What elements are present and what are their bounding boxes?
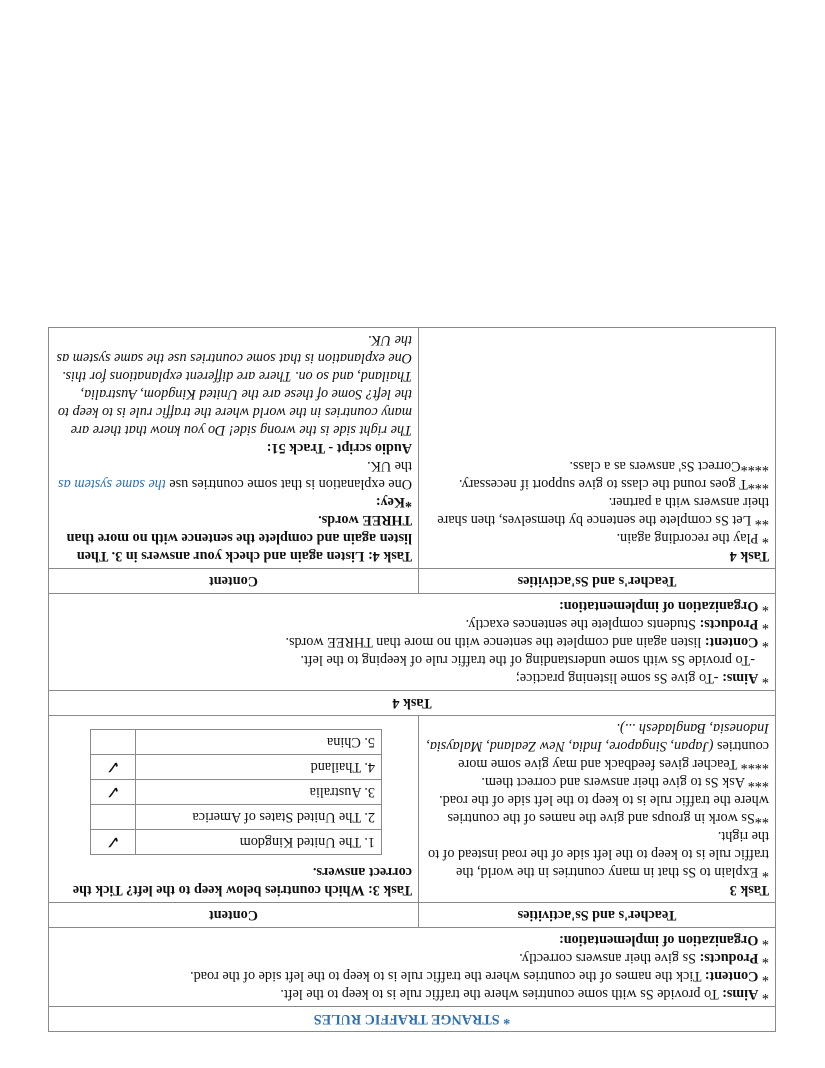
products-label: Products: xyxy=(699,950,759,966)
country-row xyxy=(91,805,382,830)
task3-activity-2: **Ss work in groups and give the names of the countries where the traffic rule is to keep to the left side of the road. xyxy=(439,792,769,826)
country-row xyxy=(91,830,382,855)
task3-body-row xyxy=(49,716,776,903)
task4-question: Task 4: Listen again and check your answers in 3. Then listen again and complete the sentence with no more than THREE words. xyxy=(66,512,412,564)
task4-objectives: * Aims: -To give Ss some listening practice; -To provide Ss with some understanding of the traffic rule of keeping to the left. * Content: listen again and complete the sentence with no more than THREE words. * Products: Students complete the sentences exactly. * Organization of implementation: xyxy=(49,594,776,691)
task3-content-cell xyxy=(49,716,419,903)
content-column-header: Content xyxy=(49,569,419,594)
task4-title: Task 4 xyxy=(49,691,776,716)
products-label: Products: xyxy=(699,616,759,632)
task4-title-row xyxy=(49,691,776,716)
task4-activities-cell xyxy=(419,328,776,569)
task4-activity-3: ***T goes round the class to give support if necessary. xyxy=(458,476,769,492)
audio-script-label: Audio script - Track 51: xyxy=(266,440,412,456)
task3-activity-4: **** Teacher gives feedback and may give some more countries (Japan, Singapore, India, New Zealand, Malaysia, Indonesia, Bangladesh ...). xyxy=(426,720,769,772)
activities-column-header: Teacher's and Ss'activities xyxy=(419,903,776,928)
aims-line-1: -To give Ss some listening practice; xyxy=(515,670,719,686)
content-column-header: Content xyxy=(49,903,419,928)
content-text: Tick the names of the countries where the traffic rule is to keep to the left side of the road. xyxy=(190,968,702,984)
task3-activity-3: *** Ask Ss to give their answers and correct them. xyxy=(481,774,769,790)
aims-text: To provide Ss with some countries where the traffic rule is to keep to the left. xyxy=(280,986,719,1002)
organization-label: Organization of implementation: xyxy=(558,598,759,614)
content-label: Content: xyxy=(704,634,759,650)
country-row xyxy=(91,730,382,755)
content-text: listen again and complete the sentence with no more than THREE words. xyxy=(285,634,702,650)
task4-header-row xyxy=(49,569,776,594)
country-name: 2. The United States of America xyxy=(136,805,382,830)
tick-mark[interactable]: ✓ xyxy=(91,780,136,805)
key-label: *Key: xyxy=(375,494,412,510)
tick-mark[interactable] xyxy=(91,805,136,830)
tick-mark[interactable]: ✓ xyxy=(91,755,136,780)
country-name: 4. Thailand xyxy=(136,755,382,780)
country-name: 3. Australia xyxy=(136,780,382,805)
country-row xyxy=(91,755,382,780)
task4-activity-2: ** Let Ss complete the sentence by themselves, then share their answers with a partner. xyxy=(437,494,769,528)
lesson-plan-table xyxy=(48,327,776,1032)
key-sentence: One explanation is that some countries use the same system as the UK. xyxy=(58,458,412,492)
section-title: * STRANGE TRAFFIC RULES xyxy=(49,1007,776,1032)
organization-label: Organization of implementation: xyxy=(558,932,759,948)
country-name: 5. China xyxy=(136,730,382,755)
task3-activities-cell xyxy=(419,716,776,903)
task3-header-row xyxy=(49,903,776,928)
products-text: Students complete the sentences exactly. xyxy=(465,616,696,632)
audio-script-text: The right side is the wrong side! Do you know that there are many countries in the world where the traffic rule is to keep to the left? Some of these are the United Kingdom, Australia, Thailand, and so on. There are different explanations for this. One explanation is that some countries use the same system as the UK. xyxy=(56,332,412,438)
aims-line-2: -To provide Ss with some understanding of the traffic rule of keeping to the left. xyxy=(300,652,755,668)
activities-column-header: Teacher's and Ss'activities xyxy=(419,569,776,594)
task3-question: Task 3: Which countries below keep to the left? Tick the correct answers. xyxy=(72,864,412,898)
countries-table xyxy=(90,729,382,855)
aims-label: Aims: xyxy=(722,986,759,1002)
products-text: Ss give their answers correctly. xyxy=(519,950,696,966)
country-name: 1. The United Kingdom xyxy=(136,830,382,855)
task4-content-cell xyxy=(49,328,419,569)
task4-activity-1: * Play the recording again. xyxy=(616,530,769,546)
task3-activity-1: * Explain to Ss that in many countries in the world, the traffic rule is to keep to the left side of the road instead of to the right. xyxy=(428,828,769,880)
task3-objectives: * Aims: To provide Ss with some countries where the traffic rule is to keep to the left. * Content: Tick the names of the countries where the traffic rule is to keep to the left side of the road. * Products: Ss give their answers correctly. * Organization of implementation: xyxy=(49,928,776,1007)
content-label: Content: xyxy=(704,968,759,984)
task4-activity-4: ****Correct Ss' answers as a class. xyxy=(569,458,769,474)
extra-countries: (Japan, Singapore, India, New Zealand, Malaysia, Indonesia, Bangladesh ...). xyxy=(426,720,769,754)
task3-label: Task 3 xyxy=(729,882,769,898)
task3-objectives-row xyxy=(49,928,776,1007)
task4-body-row xyxy=(49,328,776,569)
country-row xyxy=(91,780,382,805)
task4-objectives-row xyxy=(49,594,776,691)
tick-mark[interactable]: ✓ xyxy=(91,830,136,855)
aims-label: Aims: xyxy=(722,670,759,686)
tick-mark[interactable] xyxy=(91,730,136,755)
task4-label: Task 4 xyxy=(729,548,769,564)
key-answer: the same system as xyxy=(58,476,166,492)
section-title-row xyxy=(49,1007,776,1032)
